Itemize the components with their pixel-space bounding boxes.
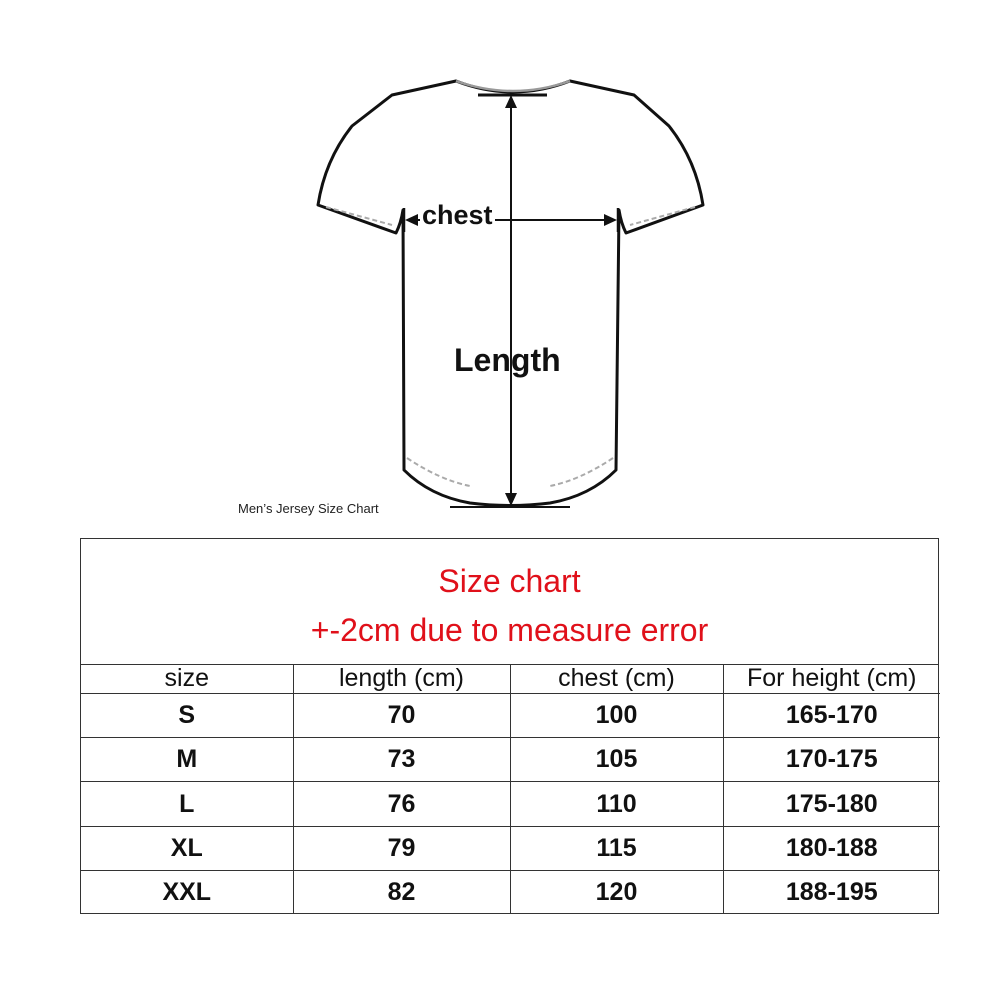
table-row [81, 826, 940, 870]
cell-length: 70 [293, 694, 510, 738]
cell-chest: 120 [510, 870, 723, 914]
header-chest: chest (cm) [510, 664, 723, 694]
table-row [81, 738, 940, 782]
size-table-header [81, 539, 938, 665]
chart-caption: Men’s Jersey Size Chart [238, 501, 379, 516]
cell-height: 175-180 [723, 782, 940, 826]
cell-height: 180-188 [723, 826, 940, 870]
cell-chest: 115 [510, 826, 723, 870]
cell-size: XXL [81, 870, 293, 914]
table-header-row [81, 664, 940, 694]
table-row [81, 870, 940, 914]
table-row [81, 782, 940, 826]
cell-height: 188-195 [723, 870, 940, 914]
chest-label: chest [422, 200, 493, 230]
size-chart-title: Size chart [438, 563, 581, 599]
cell-height: 165-170 [723, 694, 940, 738]
cell-length: 79 [293, 826, 510, 870]
measure-error-note: +-2cm due to measure error [310, 612, 709, 648]
cell-size: XL [81, 826, 293, 870]
cell-chest: 105 [510, 738, 723, 782]
cell-size: M [81, 738, 293, 782]
table-row [81, 694, 940, 738]
header-height: For height (cm) [723, 664, 940, 694]
cell-chest: 110 [510, 782, 723, 826]
cell-size: S [81, 694, 293, 738]
cell-size: L [81, 782, 293, 826]
header-size: size [81, 664, 293, 694]
cell-length: 73 [293, 738, 510, 782]
size-table [80, 538, 939, 914]
header-length: length (cm) [293, 664, 510, 694]
length-label: Length [454, 342, 561, 378]
size-grid [81, 664, 940, 914]
cell-height: 170-175 [723, 738, 940, 782]
cell-chest: 100 [510, 694, 723, 738]
cell-length: 82 [293, 870, 510, 914]
cell-length: 76 [293, 782, 510, 826]
